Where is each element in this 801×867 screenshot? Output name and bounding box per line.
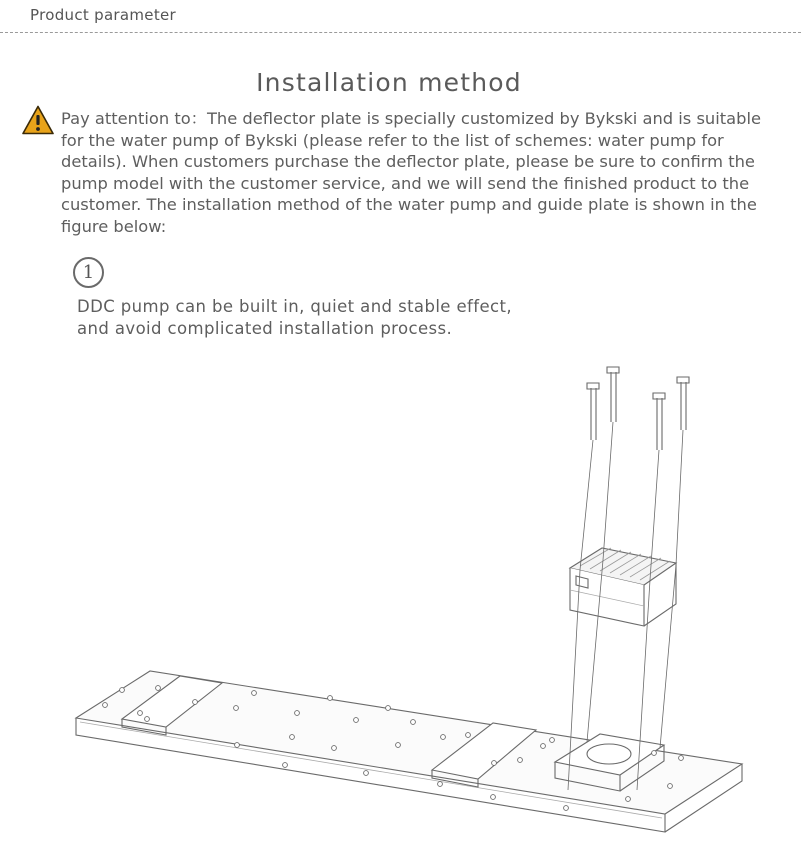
step-number-badge: 1 (73, 257, 104, 288)
page-title: Installation method (256, 68, 522, 97)
notice-text: Pay attention to：The deflector plate is specially customized by Bykski and is suitable for the water pump of Bykski (please refer to the list of schemes: water pump for details). When customers purchase the deflector plate, please be sure to confirm the pump model with the customer service, and we will send the finished product to the customer. The installation method of the water pump and guide plate is shown in the figure below: (61, 109, 762, 236)
deflector-plate-drawing (76, 671, 742, 832)
step-description: DDC pump can be built in, quiet and stable effect, and avoid complicated installation process. (77, 297, 513, 338)
section-header-label: Product parameter (30, 6, 177, 24)
pump-installation-diagram (0, 340, 801, 867)
section-header (0, 0, 801, 33)
ddc-pump-drawing (570, 548, 676, 626)
warning-icon (22, 105, 54, 135)
